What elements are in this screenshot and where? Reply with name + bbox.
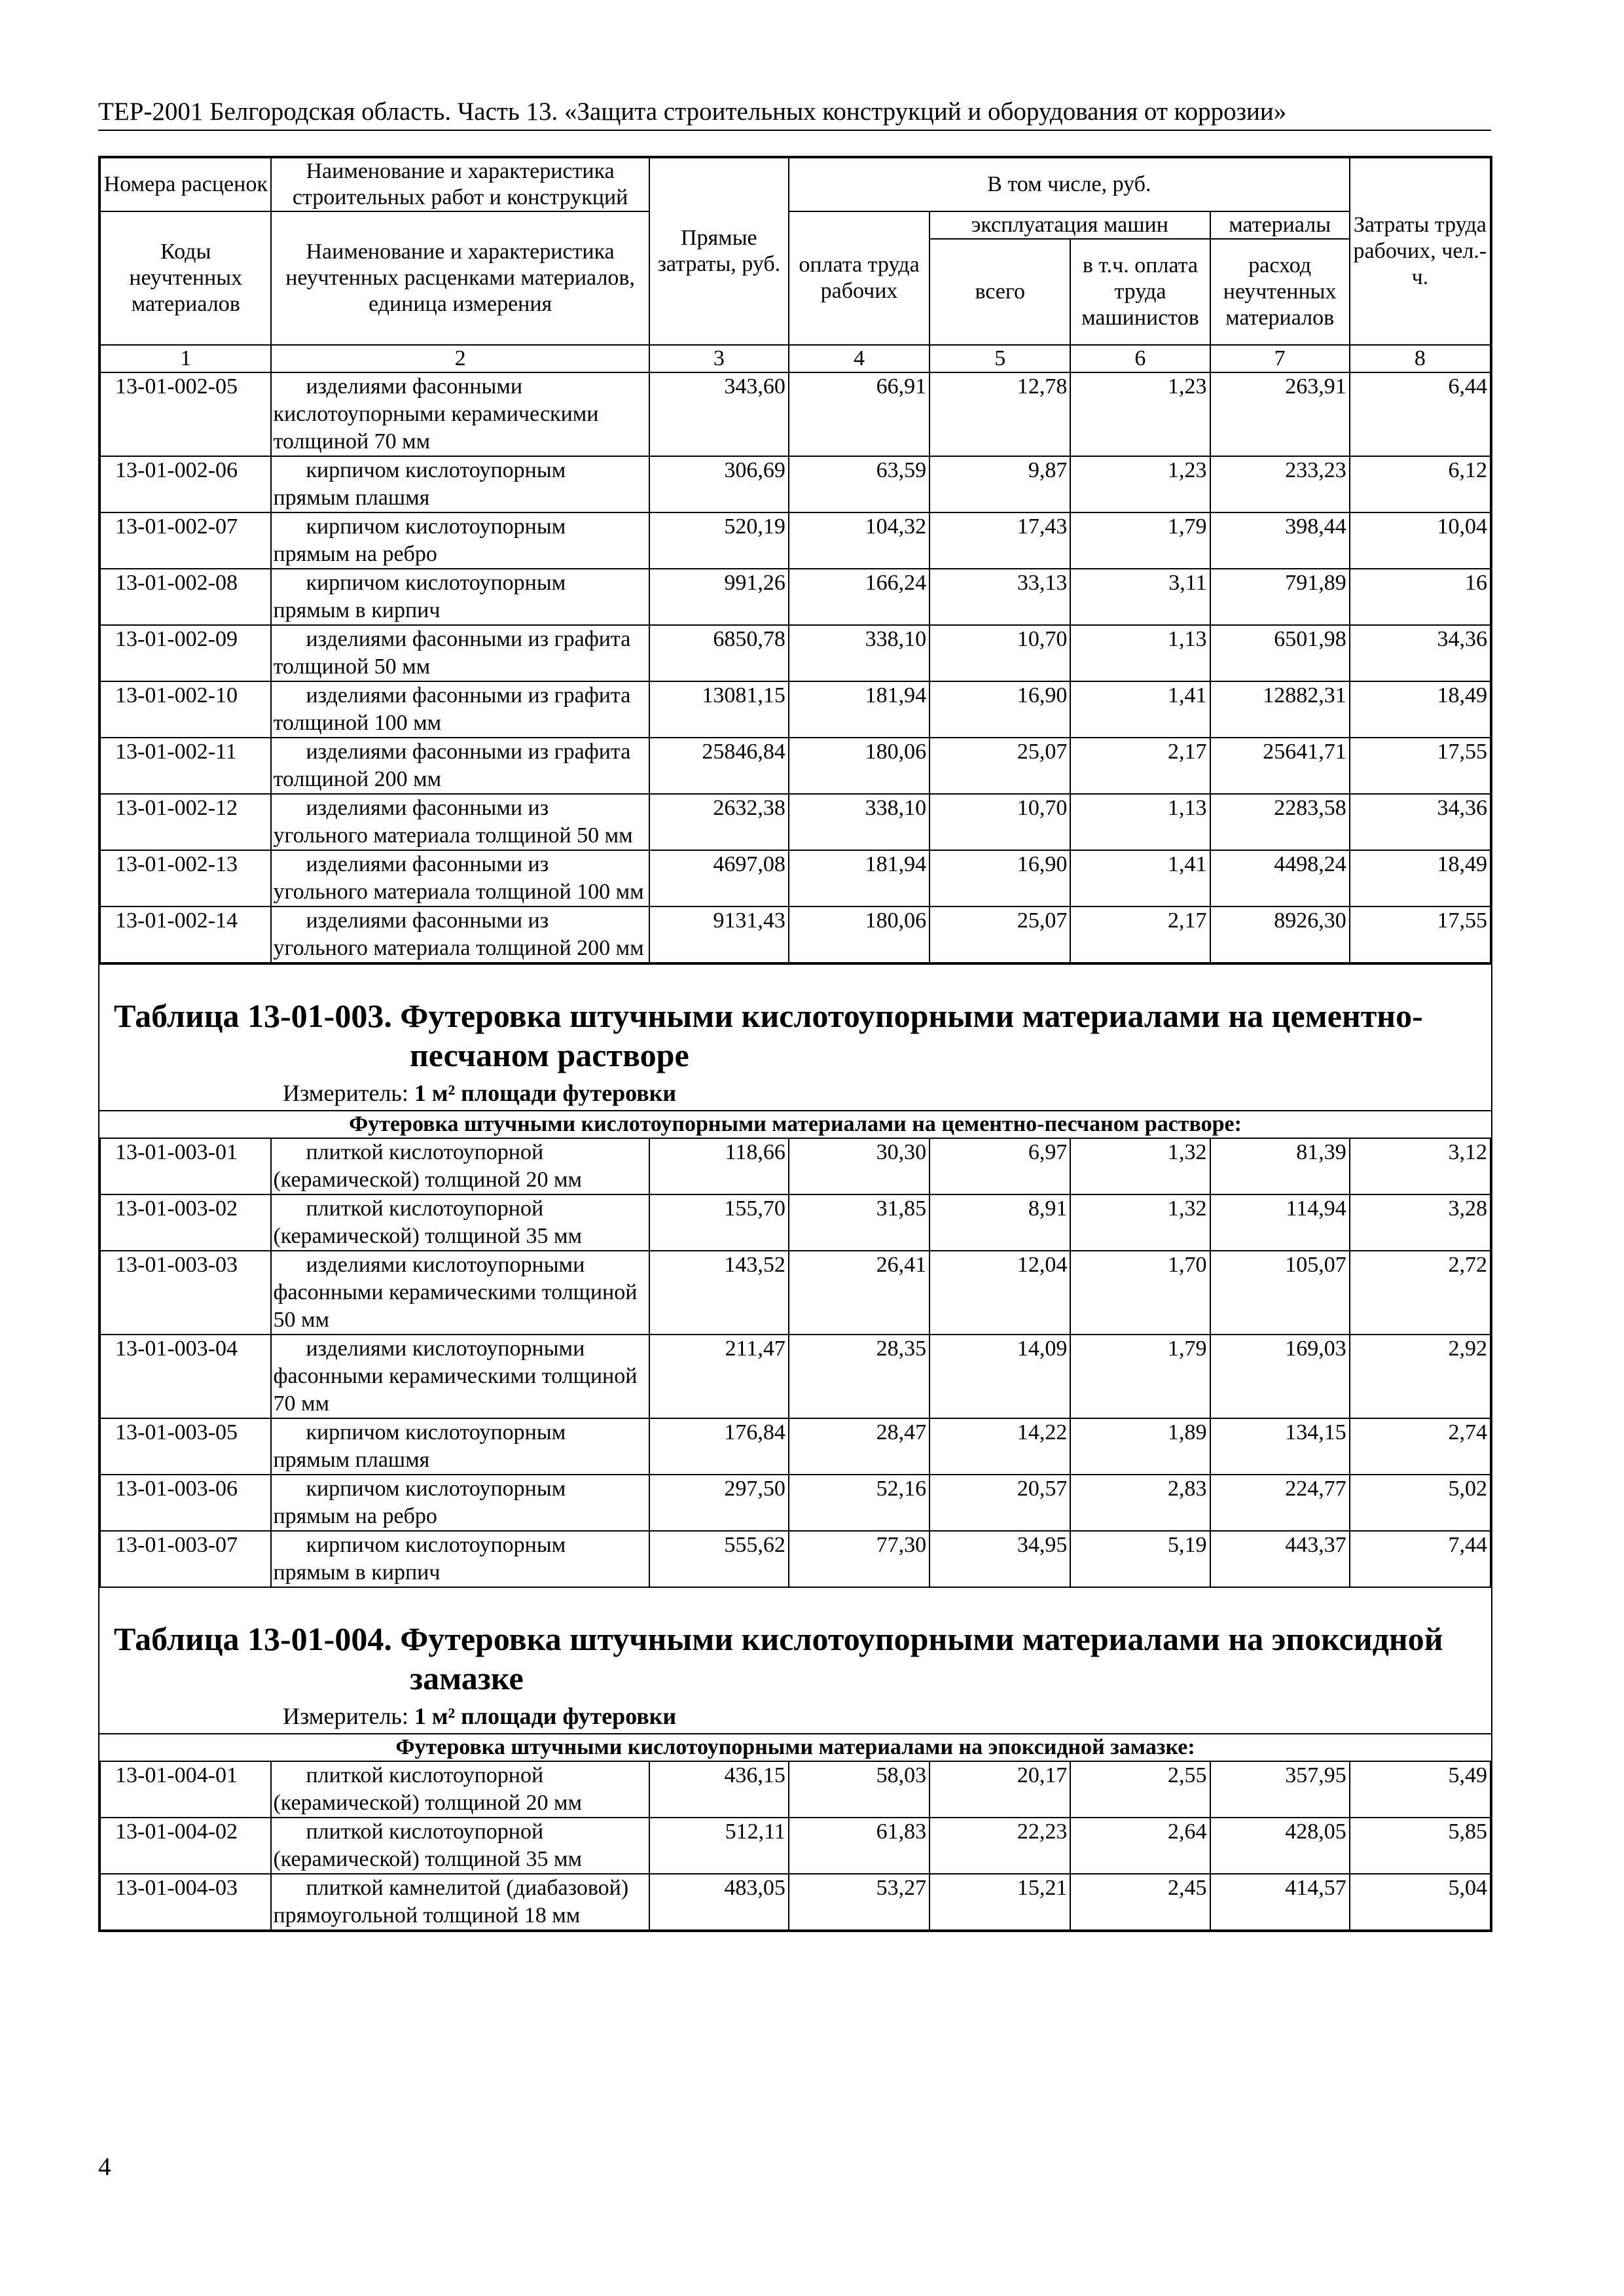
value-v8: 2,72 [1350,1251,1490,1335]
header-machines: эксплуатация машин [929,211,1210,239]
work-name [271,681,649,738]
work-name-text: изделиями фасонными из графита толщиной 50 мм [273,627,631,679]
value-v6: 2,17 [1070,906,1210,963]
value-v6: 2,45 [1070,1874,1210,1930]
work-name-text: плиткой кислотоупорной (керамической) толщиной 35 мм [273,1820,583,1871]
table-row [100,794,1490,850]
colnum-2: 2 [271,345,649,372]
meter-label: Измеритель: [283,1080,408,1106]
header-rule [98,130,1491,131]
value-v3: 4697,08 [649,850,789,906]
table-row [100,1818,1490,1874]
value-v4: 52,16 [789,1475,929,1531]
section-2-title-line1: Таблица 13-01-003. Футеровка штучными кислотоупорными материалами на цементно- [114,997,1423,1034]
header-col7: расход неучтенных материалов [1210,239,1350,345]
work-name-text: кирпичом кислотоупорным прямым плашмя [273,458,566,510]
header-col4: оплата труда рабочих [789,211,929,345]
value-v6: 1,32 [1070,1194,1210,1251]
rate-code: 13-01-004-02 [100,1818,271,1874]
value-v4: 53,27 [789,1874,929,1930]
value-v4: 28,47 [789,1418,929,1475]
work-name-text: кирпичом кислотоупорным прямым в кирпич [273,1533,566,1585]
value-v5: 16,90 [929,850,1070,906]
header-col6: в т.ч. оплата труда машинистов [1070,239,1210,345]
rate-code: 13-01-003-03 [100,1251,271,1335]
section-2-title-line2: песчаном растворе [410,1037,689,1073]
value-v7: 105,07 [1210,1251,1350,1335]
value-v3: 143,52 [649,1251,789,1335]
value-v8: 6,44 [1350,372,1490,456]
section-2-title [99,965,1491,1075]
value-v7: 134,15 [1210,1418,1350,1475]
table-13-01-004 [99,1761,1491,1931]
value-v7: 414,57 [1210,1874,1350,1930]
value-v7: 2283,58 [1210,794,1350,850]
value-v6: 1,32 [1070,1138,1210,1194]
work-name-text: изделиями фасонными кислотоупорными керамическими толщиной 70 мм [273,374,599,454]
work-name-text: плиткой кислотоупорной (керамической) толщиной 35 мм [273,1196,583,1248]
value-v6: 1,70 [1070,1251,1210,1335]
rate-code: 13-01-002-06 [100,456,271,512]
table-row [100,1251,1490,1335]
section-13-01-004 [99,1588,1491,1931]
value-v6: 1,41 [1070,850,1210,906]
work-name [271,1251,649,1335]
value-v7: 398,44 [1210,512,1350,569]
value-v7: 443,37 [1210,1531,1350,1587]
value-v8: 5,04 [1350,1874,1490,1930]
value-v3: 9131,43 [649,906,789,963]
value-v8: 5,85 [1350,1818,1490,1874]
work-name [271,1335,649,1418]
value-v6: 3,11 [1070,569,1210,625]
value-v5: 25,07 [929,738,1070,794]
colnum-3: 3 [649,345,789,372]
table-row [100,1138,1490,1194]
value-v3: 211,47 [649,1335,789,1418]
value-v8: 17,55 [1350,906,1490,963]
value-v4: 31,85 [789,1194,929,1251]
value-v7: 114,94 [1210,1194,1350,1251]
value-v3: 155,70 [649,1194,789,1251]
work-name-text: плиткой камнелитой (диабазовой) прямоугольной толщиной 18 мм [273,1876,629,1928]
value-v6: 1,79 [1070,1335,1210,1418]
value-v7: 25641,71 [1210,738,1350,794]
value-v6: 2,83 [1070,1475,1210,1531]
colnum-6: 6 [1070,345,1210,372]
work-name [271,456,649,512]
table-row [100,1874,1490,1930]
value-v5: 20,17 [929,1761,1070,1818]
value-v5: 20,57 [929,1475,1070,1531]
value-v8: 17,55 [1350,738,1490,794]
value-v4: 28,35 [789,1335,929,1418]
page-number: 4 [98,2153,111,2181]
value-v3: 118,66 [649,1138,789,1194]
work-name [271,1818,649,1874]
table-13-01-003 [99,1138,1491,1588]
value-v3: 6850,78 [649,625,789,681]
work-name [271,1138,649,1194]
colnum-5: 5 [929,345,1070,372]
work-name-text: плиткой кислотоупорной (керамической) толщиной 20 мм [273,1763,583,1815]
rate-code: 13-01-003-06 [100,1475,271,1531]
table-row [100,1761,1490,1818]
header-col8: Затраты труда рабочих, чел.-ч. [1350,158,1490,345]
value-v8: 18,49 [1350,681,1490,738]
work-name [271,906,649,963]
value-v8: 34,36 [1350,794,1490,850]
value-v8: 5,02 [1350,1475,1490,1531]
value-v8: 5,49 [1350,1761,1490,1818]
colnum-1: 1 [100,345,271,372]
value-v3: 343,60 [649,372,789,456]
table-row [100,1335,1490,1418]
value-v7: 791,89 [1210,569,1350,625]
value-v8: 34,36 [1350,625,1490,681]
value-v3: 483,05 [649,1874,789,1930]
rate-code: 13-01-003-02 [100,1194,271,1251]
value-v3: 306,69 [649,456,789,512]
value-v5: 33,13 [929,569,1070,625]
header-incl: В том числе, руб. [789,158,1350,211]
value-v6: 1,13 [1070,625,1210,681]
value-v8: 18,49 [1350,850,1490,906]
value-v6: 5,19 [1070,1531,1210,1587]
work-name-text: изделиями фасонными из угольного материала толщиной 50 мм [273,796,633,848]
value-v5: 12,04 [929,1251,1070,1335]
rate-code: 13-01-002-13 [100,850,271,906]
rate-code: 13-01-004-01 [100,1761,271,1818]
header-col2-bottom: Наименование и характеристика неучтенных расценками материалов, единица измерения [271,211,649,345]
value-v3: 2632,38 [649,794,789,850]
work-name-text: изделиями фасонными из графита толщиной 100 мм [273,683,631,735]
table-row [100,681,1490,738]
work-name [271,512,649,569]
header-col3: Прямые затраты, руб. [649,158,789,345]
value-v5: 25,07 [929,906,1070,963]
value-v8: 2,74 [1350,1418,1490,1475]
value-v8: 16 [1350,569,1490,625]
rate-code: 13-01-004-03 [100,1874,271,1930]
value-v7: 224,77 [1210,1475,1350,1531]
table-row [100,1475,1490,1531]
value-v8: 3,12 [1350,1138,1490,1194]
work-name-text: кирпичом кислотоупорным прямым на ребро [273,514,566,566]
value-v7: 6501,98 [1210,625,1350,681]
work-name [271,1874,649,1930]
work-name [271,1475,649,1531]
rate-code: 13-01-003-07 [100,1531,271,1587]
value-v7: 81,39 [1210,1138,1350,1194]
value-v5: 10,70 [929,794,1070,850]
rate-code: 13-01-003-04 [100,1335,271,1418]
value-v4: 30,30 [789,1138,929,1194]
value-v7: 428,05 [1210,1818,1350,1874]
value-v5: 16,90 [929,681,1070,738]
value-v6: 1,79 [1070,512,1210,569]
value-v8: 3,28 [1350,1194,1490,1251]
value-v3: 436,15 [649,1761,789,1818]
rate-code: 13-01-002-07 [100,512,271,569]
colnum-8: 8 [1350,345,1490,372]
table-row [100,569,1490,625]
rate-code: 13-01-002-11 [100,738,271,794]
value-v3: 991,26 [649,569,789,625]
work-name-text: изделиями фасонными из графита толщиной 200 мм [273,740,631,791]
section-13-01-003 [99,963,1491,1588]
table-13-01-002 [99,157,1491,963]
value-v5: 6,97 [929,1138,1070,1194]
work-name [271,569,649,625]
colnum-4: 4 [789,345,929,372]
work-name [271,1531,649,1587]
work-name [271,738,649,794]
value-v3: 176,84 [649,1418,789,1475]
header-col5: всего [929,239,1070,345]
value-v3: 25846,84 [649,738,789,794]
table-row [100,738,1490,794]
work-name [271,1194,649,1251]
value-v6: 1,13 [1070,794,1210,850]
section-2-group-title: Футеровка штучными кислотоупорными материалами на цементно-песчаном растворе: [99,1110,1491,1138]
section-3-group-title: Футеровка штучными кислотоупорными материалами на эпоксидной замазке: [99,1733,1491,1761]
table-row [100,625,1490,681]
value-v7: 8926,30 [1210,906,1350,963]
work-name [271,1761,649,1818]
value-v5: 10,70 [929,625,1070,681]
work-name-text: изделиями кислотоупорными фасонными керамическими толщиной 50 мм [273,1253,638,1332]
meter-label: Измеритель: [283,1703,408,1729]
work-name [271,794,649,850]
value-v5: 34,95 [929,1531,1070,1587]
value-v4: 180,06 [789,738,929,794]
value-v7: 357,95 [1210,1761,1350,1818]
section-3-title-line2: замазке [410,1660,524,1696]
value-v4: 61,83 [789,1818,929,1874]
value-v5: 12,78 [929,372,1070,456]
price-tables [98,156,1492,1932]
value-v7: 12882,31 [1210,681,1350,738]
value-v5: 14,22 [929,1418,1070,1475]
rate-code: 13-01-003-01 [100,1138,271,1194]
table-row [100,850,1490,906]
value-v3: 520,19 [649,512,789,569]
value-v8: 6,12 [1350,456,1490,512]
section-2-meter [99,1075,1491,1110]
value-v4: 338,10 [789,794,929,850]
work-name-text: кирпичом кислотоупорным прямым плашмя [273,1420,566,1472]
value-v5: 8,91 [929,1194,1070,1251]
work-name-text: изделиями фасонными из угольного материала толщиной 100 мм [273,852,644,904]
value-v3: 297,50 [649,1475,789,1531]
meter-value: 1 м² площади футеровки [414,1703,677,1729]
work-name [271,625,649,681]
rate-code: 13-01-002-10 [100,681,271,738]
section-3-meter [99,1698,1491,1733]
value-v8: 7,44 [1350,1531,1490,1587]
work-name-text: кирпичом кислотоупорным прямым в кирпич [273,571,566,622]
value-v6: 2,55 [1070,1761,1210,1818]
table-row [100,1531,1490,1587]
value-v7: 233,23 [1210,456,1350,512]
table-row [100,512,1490,569]
header-col1-bottom: Коды неучтенных материалов [100,211,271,345]
table-row [100,456,1490,512]
value-v5: 22,23 [929,1818,1070,1874]
table-row [100,1194,1490,1251]
work-name [271,1418,649,1475]
value-v5: 17,43 [929,512,1070,569]
value-v4: 180,06 [789,906,929,963]
value-v7: 4498,24 [1210,850,1350,906]
value-v5: 9,87 [929,456,1070,512]
table-row [100,906,1490,963]
value-v4: 58,03 [789,1761,929,1818]
rate-code: 13-01-002-12 [100,794,271,850]
value-v6: 1,89 [1070,1418,1210,1475]
rate-code: 13-01-002-14 [100,906,271,963]
value-v5: 15,21 [929,1874,1070,1930]
value-v4: 104,32 [789,512,929,569]
value-v6: 2,17 [1070,738,1210,794]
work-name-text: плиткой кислотоупорной (керамической) толщиной 20 мм [273,1140,583,1192]
colnum-7: 7 [1210,345,1350,372]
value-v6: 2,64 [1070,1818,1210,1874]
value-v5: 14,09 [929,1335,1070,1418]
header-col1-top: Номера расценок [100,158,271,211]
value-v7: 169,03 [1210,1335,1350,1418]
rate-code: 13-01-002-05 [100,372,271,456]
table-row [100,372,1490,456]
meter-value: 1 м² площади футеровки [414,1080,677,1106]
value-v4: 77,30 [789,1531,929,1587]
value-v8: 2,92 [1350,1335,1490,1418]
running-header: ТЕР-2001 Белгородская область. Часть 13. «Защита строительных конструкций и оборудования от коррозии» [98,98,1287,126]
work-name [271,372,649,456]
work-name-text: изделиями фасонными из угольного материала толщиной 200 мм [273,908,644,960]
value-v3: 13081,15 [649,681,789,738]
value-v6: 1,23 [1070,456,1210,512]
section-3-title-line1: Таблица 13-01-004. Футеровка штучными кислотоупорными материалами на эпоксидной [114,1621,1443,1657]
value-v8: 10,04 [1350,512,1490,569]
work-name-text: изделиями кислотоупорными фасонными керамическими толщиной 70 мм [273,1336,638,1416]
header-col2-top: Наименование и характеристика строительных работ и конструкций [271,158,649,211]
value-v4: 63,59 [789,456,929,512]
value-v4: 338,10 [789,625,929,681]
value-v6: 1,23 [1070,372,1210,456]
rate-code: 13-01-002-09 [100,625,271,681]
value-v3: 512,11 [649,1818,789,1874]
work-name-text: кирпичом кислотоупорным прямым на ребро [273,1477,566,1528]
value-v4: 181,94 [789,681,929,738]
value-v7: 263,91 [1210,372,1350,456]
value-v4: 66,91 [789,372,929,456]
value-v6: 1,41 [1070,681,1210,738]
work-name [271,850,649,906]
header-materials: материалы [1210,211,1350,239]
value-v3: 555,62 [649,1531,789,1587]
value-v4: 181,94 [789,850,929,906]
section-3-title [99,1588,1491,1698]
value-v4: 166,24 [789,569,929,625]
table-row [100,1418,1490,1475]
rate-code: 13-01-003-05 [100,1418,271,1475]
rate-code: 13-01-002-08 [100,569,271,625]
value-v4: 26,41 [789,1251,929,1335]
